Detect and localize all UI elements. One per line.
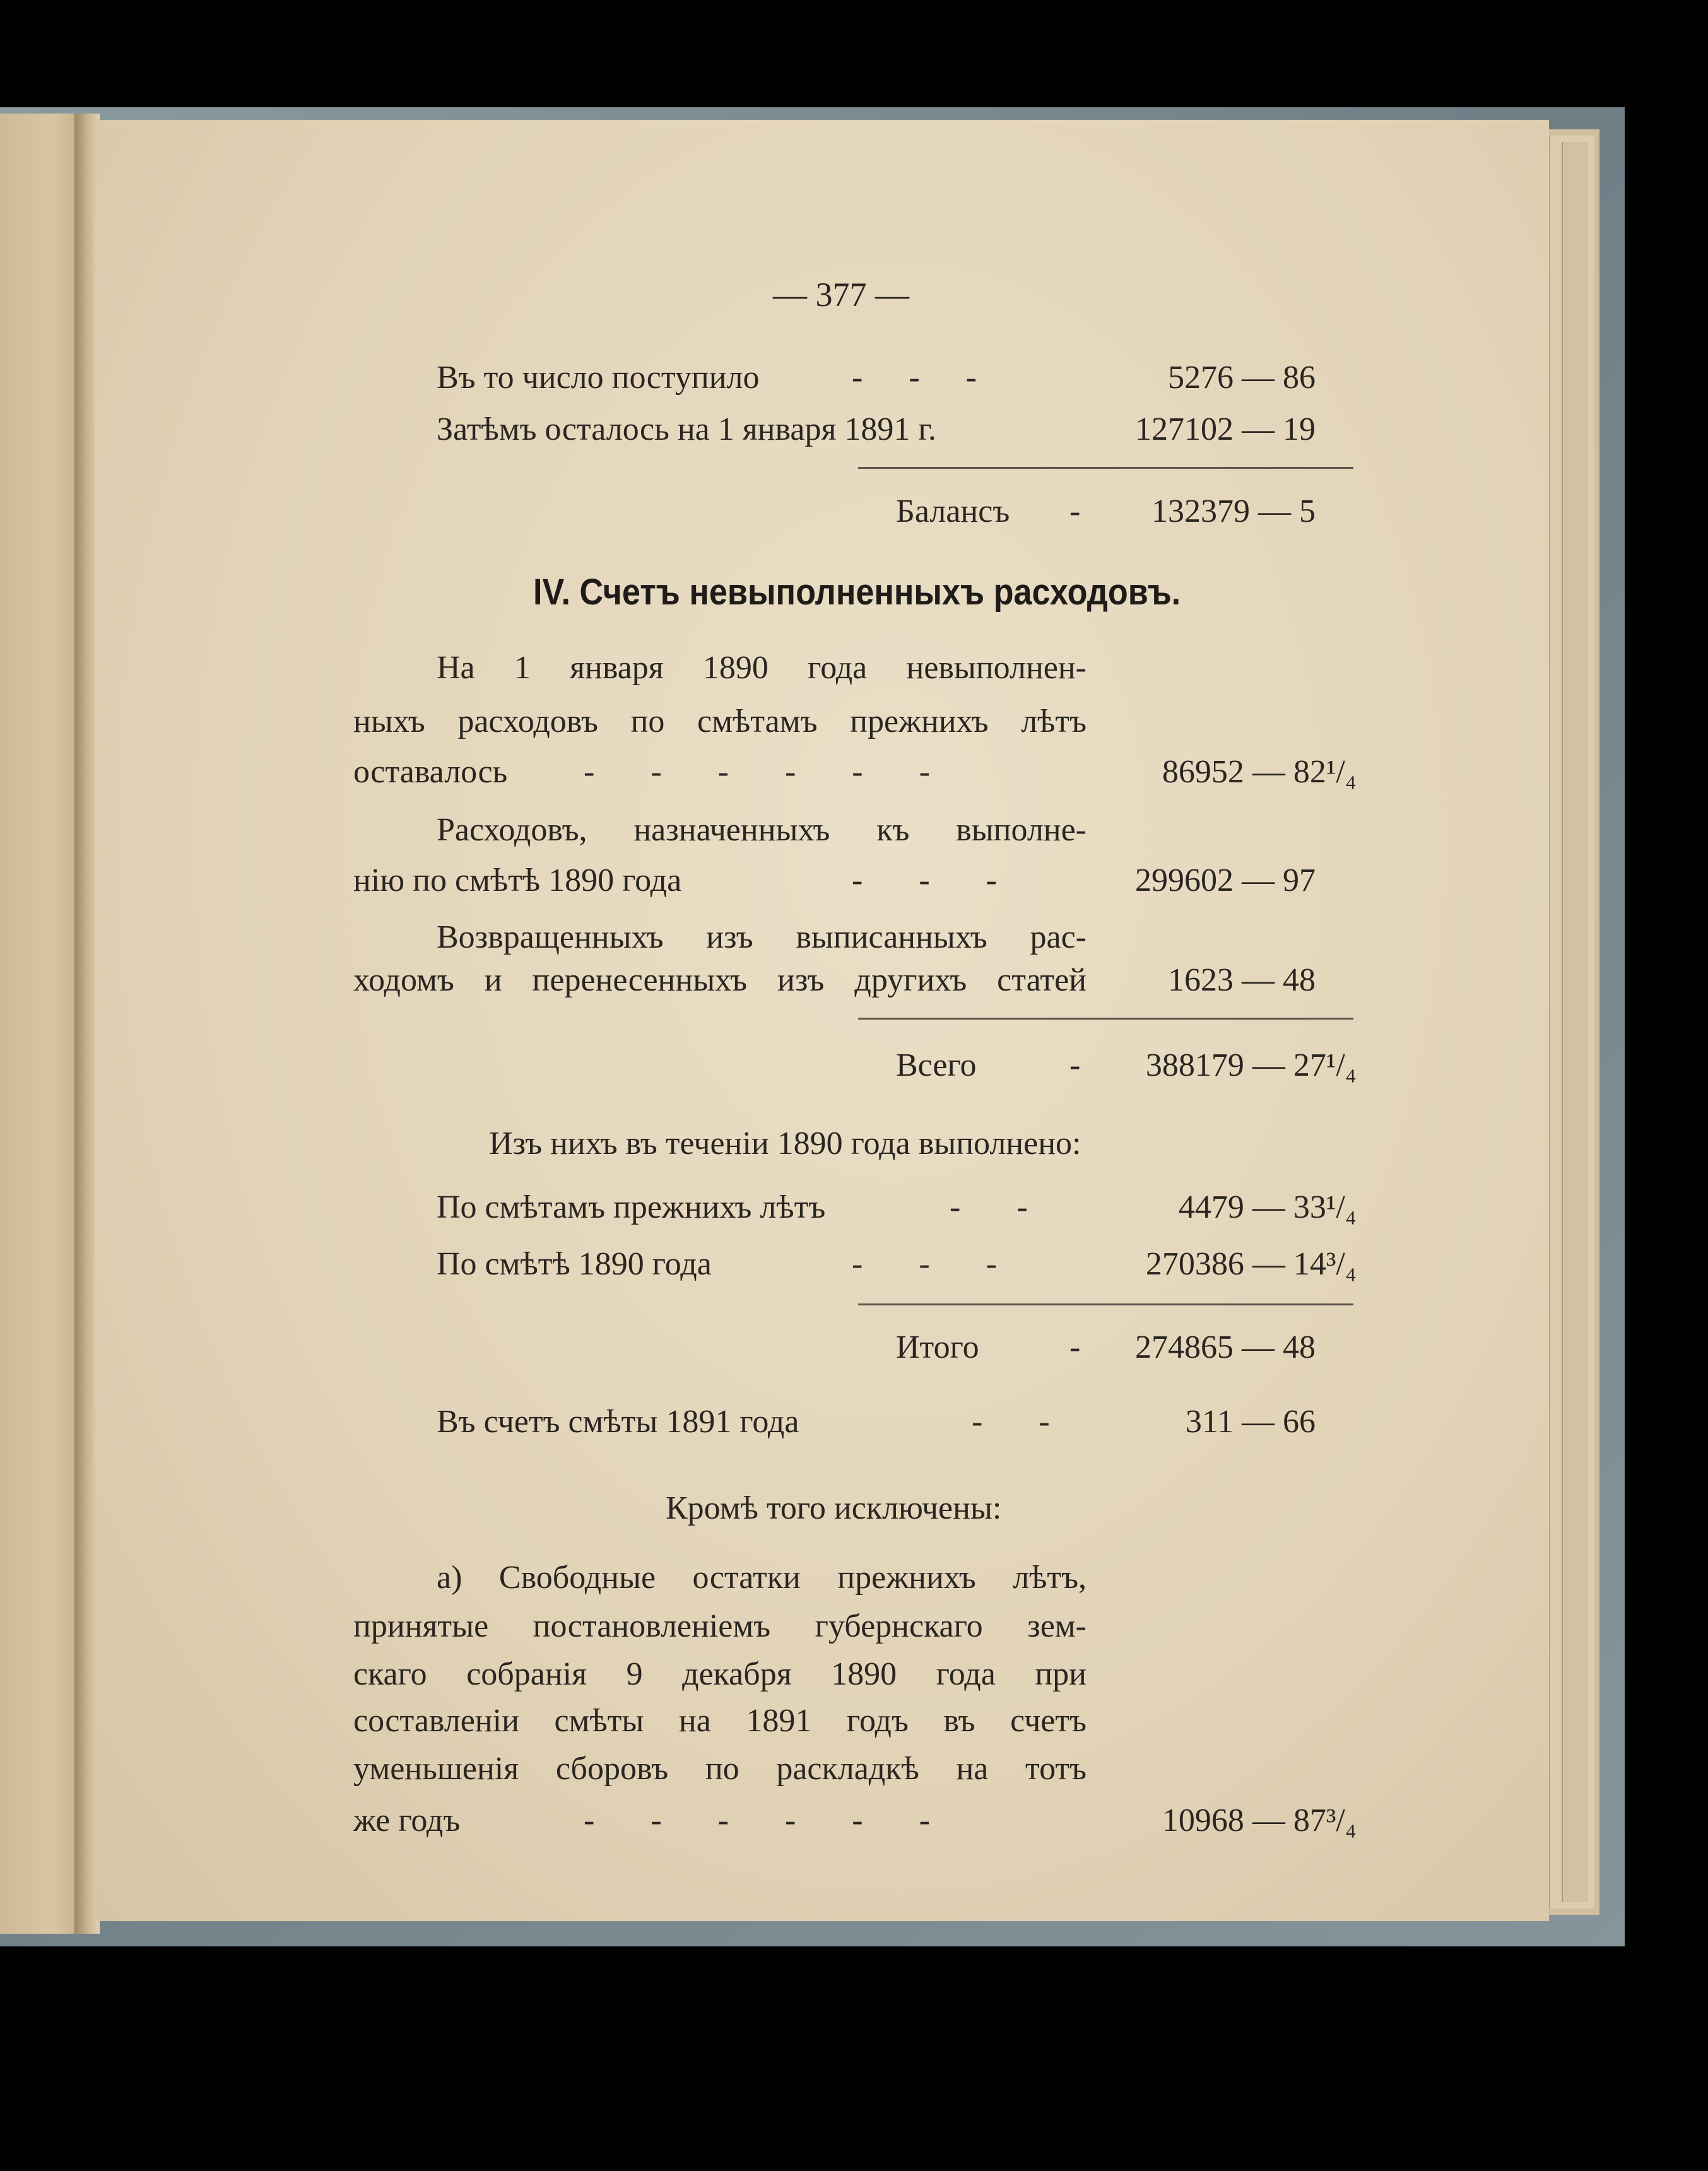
entry-amount: 1623 — 48 [1168,962,1316,998]
row-amount: 5276 — 86 [1168,360,1316,396]
entry-dashes: - - - [852,862,1021,898]
smeta-amount: 311 — 66 [1185,1404,1316,1440]
entry-line: нію по смѣтѣ 1890 года [353,862,682,898]
entry-line: же годъ [353,1803,461,1839]
entry-line: ходомъ и перенесенныхъ изъ другихъ статей [353,962,1087,998]
entry-amount: 10968 — 87³/₄ [1162,1803,1357,1839]
executed-amount: 270386 — 14³/₄ [1145,1246,1357,1282]
row-dashes: - - - [852,360,996,396]
itogo-label: Итого [896,1329,979,1365]
entry-line: а) Свободные остатки прежнихъ лѣтъ, [437,1560,1087,1596]
executed-amount: 4479 — 33¹/₄ [1178,1189,1357,1225]
sum-rule [858,467,1353,469]
entry-dashes: - - - - - - [584,1803,954,1839]
smeta-label: Въ счетъ смѣты 1891 года [437,1404,799,1440]
total-dash: - [1069,1047,1081,1083]
page-edges [1562,142,1588,1902]
balance-label: Балансъ [896,493,1010,529]
entry-line: оставалось [353,754,508,790]
executed-heading: Изъ нихъ въ теченіи 1890 года выполнено: [489,1126,1081,1162]
page-number: — 377 — [773,276,909,314]
row-amount: 127102 — 19 [1135,411,1316,447]
total-label: Всего [896,1047,977,1083]
entry-amount: 86952 — 82¹/₄ [1162,754,1357,790]
entry-line: Расходовъ, назначенныхъ къ выполне- [437,812,1087,848]
executed-label: По смѣтамъ прежнихъ лѣтъ [437,1189,826,1225]
sum-rule [858,1018,1353,1020]
executed-dashes: - - [950,1189,1052,1225]
total-amount: 388179 — 27¹/₄ [1145,1047,1357,1083]
entry-line: ныхъ расходовъ по смѣтамъ прежнихъ лѣтъ [353,703,1087,739]
entry-line: На 1 января 1890 года невыполнен- [437,650,1087,686]
smeta-dashes: - - [972,1404,1074,1440]
itogo-dash: - [1069,1329,1081,1365]
entry-line: уменьшенія сборовъ по раскладкѣ на тотъ [353,1751,1087,1787]
itogo-amount: 274865 — 48 [1135,1329,1316,1365]
book-page [95,120,1549,1921]
balance-amount: 132379 — 5 [1151,493,1316,529]
row-label: Въ то число поступило [437,360,760,396]
row-label: Затѣмъ осталось на 1 января 1891 г. [437,411,936,447]
entry-line: составленіи смѣты на 1891 годъ въ счетъ [353,1703,1087,1739]
sum-rule [858,1303,1353,1305]
entry-line: скаго собранія 9 декабря 1890 года при [353,1656,1087,1692]
entry-dashes: - - - - - - [584,754,954,790]
section-title: IV. Счетъ невыполненныхъ расходовъ. [533,572,1181,613]
entry-amount: 299602 — 97 [1135,862,1316,898]
entry-line: принятые постановленіемъ губернскаго зем- [353,1608,1087,1644]
excluded-heading: Кромѣ того исключены: [666,1490,1002,1526]
executed-label: По смѣтѣ 1890 года [437,1246,712,1282]
entry-line: Возвращенныхъ изъ выписанныхъ рас- [437,919,1087,955]
balance-dash: - [1069,493,1081,529]
executed-dashes: - - - [852,1246,1021,1282]
